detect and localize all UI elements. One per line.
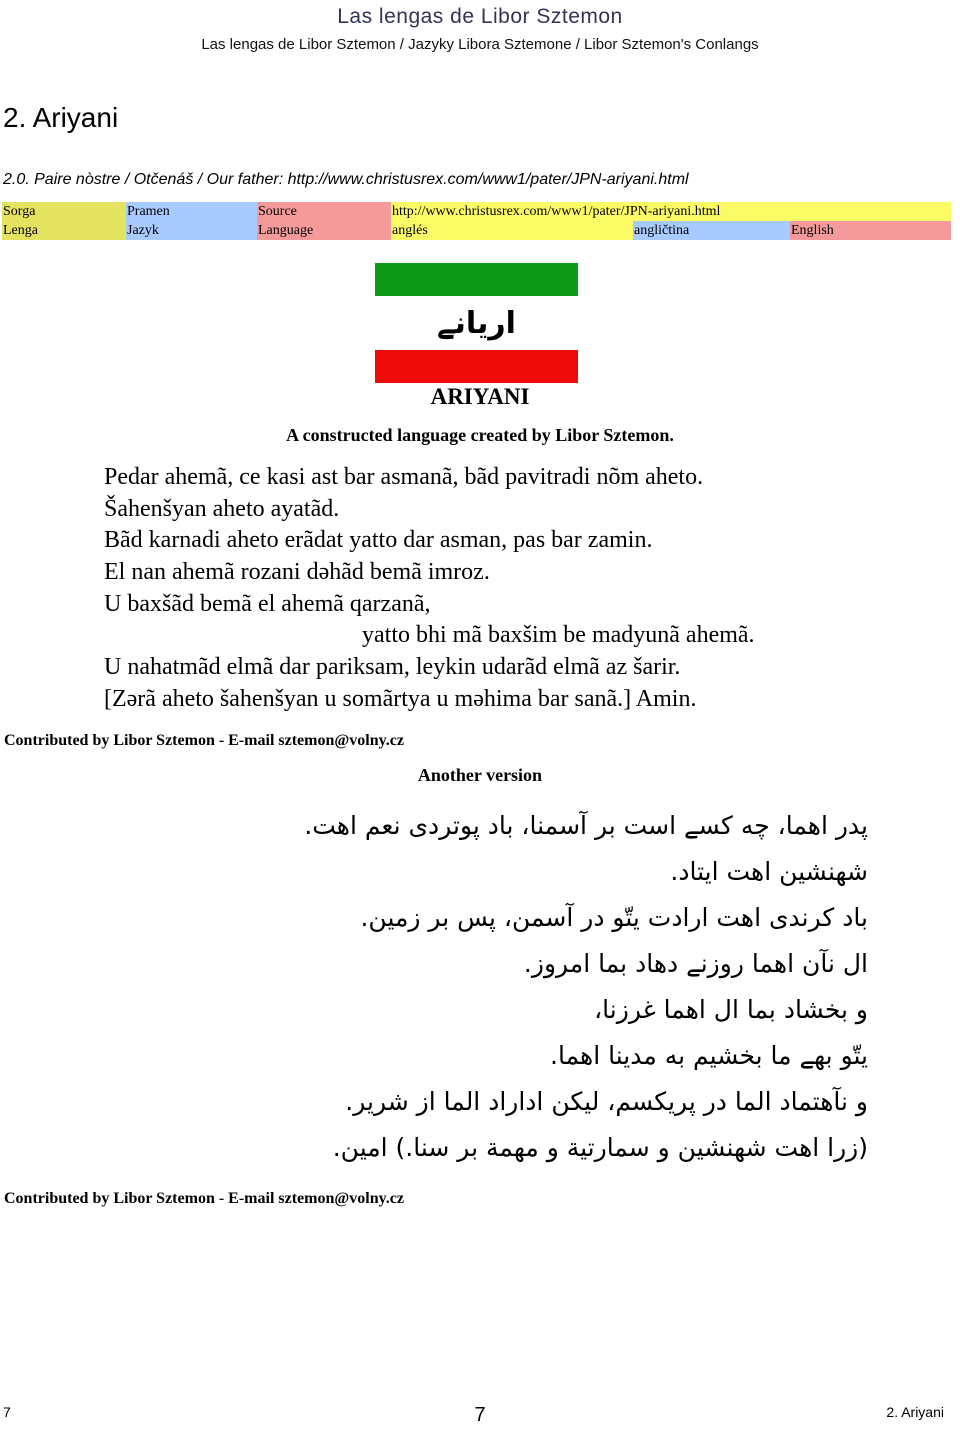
flag-red-stripe — [375, 350, 578, 383]
site-title: Las lengas de Libor Sztemon — [337, 5, 623, 28]
flag-script-text: اريانے — [437, 305, 516, 341]
prayer-latin — [104, 462, 864, 716]
prayer-line: El nan ahemã rozani dəhãd bemã imroz. — [104, 559, 490, 586]
language-cell-language: Language — [257, 221, 391, 240]
arabic-line: (زرا اهت شهنشين و سمارتية و مهمة بر سنا.) امين. — [332, 1133, 868, 1162]
prayer-line: U baxšãd bemã el ahemã qarzanã, — [104, 590, 431, 617]
source-row — [2, 202, 951, 221]
arabic-line: و نآهتماد الما در پريكسم، ليكن اداراد الما از شرير. — [345, 1087, 868, 1116]
language-cell-lenga: Lenga — [2, 221, 126, 240]
prayer-line: Šahenšyan aheto ayatãd. — [104, 495, 340, 522]
language-cell-jazyk: Jazyk — [126, 221, 257, 240]
flag-green-stripe — [375, 263, 578, 296]
site-subtitle: Las lengas de Libor Sztemon / Jazyky Libora Sztemone / Libor Sztemon's Conlangs — [201, 36, 759, 53]
language-cell-anglictina: angličtina — [633, 221, 790, 240]
source-cell-pramen: Pramen — [126, 202, 257, 221]
footer-page-number: 7 — [474, 1404, 486, 1426]
another-version-heading: Another version — [417, 765, 543, 785]
source-cell-source: Source — [257, 202, 391, 221]
arabic-line: باد كرندى اهت ارادت يتّو در آسمن، پس بر زمين. — [360, 903, 868, 932]
flag-white-stripe — [375, 296, 578, 350]
language-tagline: A constructed language created by Libor Sztemon. — [286, 425, 674, 445]
prayer-arabic-script — [90, 803, 868, 1171]
language-cell-angles: anglés — [391, 221, 633, 240]
section-heading: 2.0. Paire nòstre / Otčenáš / Our father: http://www.christusrex.com/www1/pater/JPN-ariyani.html — [3, 171, 689, 188]
contributor-note: Contributed by Libor Sztemon - E-mail sztemon@volny.cz — [4, 732, 404, 749]
chapter-title: 2. Ariyani — [3, 102, 119, 133]
prayer-line: [Zərã aheto šahenšyan u somãrtya u məhima bar sanã.] Amin. — [104, 685, 697, 712]
language-row — [2, 221, 951, 240]
source-language-table — [2, 202, 951, 240]
arabic-line: شهنشين اهت ايتاد. — [670, 857, 868, 886]
arabic-line: يتّو بهے ما بخشيم به مدينا اهما. — [550, 1041, 868, 1070]
source-url-cell[interactable]: http://www.christusrex.com/www1/pater/JPN-ariyani.html — [391, 202, 951, 221]
prayer-line: Pedar ahemã, ce kasi ast bar asmanã, bãd pavitradi nõm aheto. — [104, 464, 704, 490]
prayer-line: yatto bhi mã baxšim be madyunã ahemã. — [362, 622, 755, 649]
footer-chapter-label: 2. Ariyani — [886, 1404, 944, 1420]
prayer-line: U nahatmãd elmã dar pariksam, leykin udarãd elmã az šarir. — [104, 654, 681, 681]
prayer-line: Bãd karnadi aheto erãdat yatto dar asman, pas bar zamin. — [104, 527, 653, 554]
arabic-line: و بخشاد بما ال اهما غرزنا، — [594, 995, 868, 1024]
footer-page-number-left: 7 — [3, 1404, 11, 1420]
contributor-note: Contributed by Libor Sztemon - E-mail sztemon@volny.cz — [4, 1190, 404, 1207]
language-name: ARIYANI — [430, 384, 530, 409]
arabic-line: پدر اهما، چه كسے است بر آسمنا، باد پوتردى نعم اهت. — [304, 811, 868, 840]
source-cell-sorga: Sorga — [2, 202, 126, 221]
language-cell-english: English — [790, 221, 951, 240]
arabic-line: ال نآن اهما روزنے دهاد بما امروز. — [523, 949, 868, 978]
